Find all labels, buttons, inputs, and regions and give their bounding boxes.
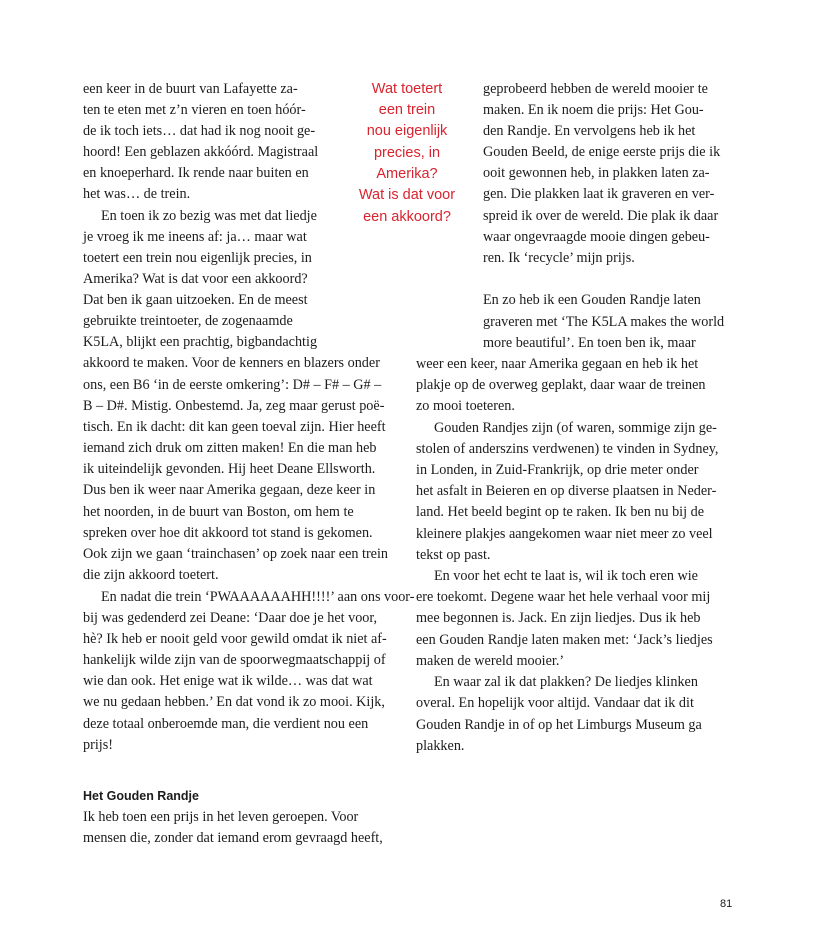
left-line: je vroeg ik me ineens af: ja… maar wat	[83, 229, 307, 245]
right-line: Gouden Beeld, de enige eerste prijs die ik	[483, 144, 721, 160]
left-line: Dus ben ik weer naar Amerika gegaan, deze keer in	[83, 482, 376, 498]
pull-quote-line: Wat is dat voor	[358, 187, 456, 203]
right-line: kleinere plakjes aangekomen waar niet meer zo veel	[416, 526, 713, 542]
left-line: spreken over hoe dit akkoord tot stand is gekomen.	[83, 525, 373, 541]
right-line: plakje op de overweg geplakt, daar waar de treinen	[416, 377, 706, 393]
left-line: hoord! Een geblazen akkóórd. Magistraal	[83, 144, 319, 160]
right-line: tekst op past.	[416, 547, 491, 563]
left-line: het noorden, in de buurt van Boston, om hem te	[83, 504, 354, 520]
section-heading: Het Gouden Randje	[83, 789, 199, 803]
left-line: de ik toch iets… dat had ik nog nooit ge-	[83, 123, 316, 139]
right-line: En zo heb ik een Gouden Randje laten	[483, 292, 701, 308]
pull-quote-line: Wat toetert	[371, 81, 443, 97]
left-line: gebruikte treintoeter, de zogenaamde	[83, 313, 293, 329]
right-line: den Randje. En vervolgens heb ik het	[483, 123, 696, 139]
right-line: stolen of anderszins verdwenen) te vinden in Sydney,	[416, 441, 719, 457]
pull-quote-line: Amerika?	[376, 166, 438, 182]
right-line: ren. Ik ‘recycle’ mijn prijs.	[483, 250, 635, 266]
left-line: iemand zich druk om zitten maken! En die man heb	[83, 440, 377, 456]
left-line: hankelijk wilde zijn van de spoorwegmaatschappij of	[83, 652, 386, 668]
right-line: En waar zal ik dat plakken? De liedjes klinken	[434, 674, 698, 690]
left-line: ik uiteindelijk gevonden. Hij heet Deane Ellsworth.	[83, 461, 376, 477]
right-line: ooit gewonnen heb, in plakken laten za-	[483, 165, 710, 181]
right-line: het asfalt in Beieren en op diverse plaatsen in Neder-	[416, 483, 717, 499]
right-line: graveren met ‘The K5LA makes the world	[483, 314, 725, 330]
right-line: maken de wereld mooier.’	[416, 653, 565, 669]
left-line: tisch. En ik dacht: dit kan geen toeval zijn. Hier heeft	[83, 419, 386, 435]
right-line: plakken.	[416, 738, 465, 754]
pull-quote-line: een trein	[378, 102, 436, 118]
left-line: Ik heb toen een prijs in het leven geroepen. Voor	[83, 809, 359, 825]
left-line: een keer in de buurt van Lafayette za-	[83, 81, 298, 97]
right-line: ere toekomt. Degene waar het hele verhaal voor mij	[416, 589, 711, 605]
left-line: toetert een trein nou eigenlijk precies, in	[83, 250, 312, 266]
left-line: Ook zijn we gaan ‘trainchasen’ op zoek naar een trein	[83, 546, 389, 562]
left-line: mensen die, zonder dat iemand erom gevraagd heeft,	[83, 830, 383, 846]
right-line: in Londen, in Zuid-Frankrijk, op drie meter onder	[416, 462, 699, 478]
right-line: overal. En hopelijk voor altijd. Vandaar dat ik dit	[416, 695, 694, 711]
right-line: weer een keer, naar Amerika gegaan en heb ik het	[416, 356, 699, 372]
left-line: akkoord te maken. Voor de kenners en blazers onder	[83, 355, 380, 371]
pull-quote-line: nou eigenlijk	[366, 123, 448, 139]
left-line: deze totaal onberoemde man, die verdient nou een	[83, 716, 369, 732]
left-line: en knoeperhard. Ik rende naar buiten en	[83, 165, 309, 181]
right-line: more beautiful’. En toen ben ik, maar	[483, 335, 696, 351]
left-line: K5LA, blijkt een prachtig, bigbandachtig	[83, 334, 318, 350]
left-line: ons, een B6 ‘in de eerste omkering’: D# – F# – G# –	[83, 377, 382, 393]
left-line: En toen ik zo bezig was met dat liedje	[101, 208, 317, 224]
right-line: gen. Die plakken laat ik graveren en ver-	[483, 186, 715, 202]
right-line: En voor het echt te laat is, wil ik toch eren wie	[434, 568, 698, 584]
right-line: spreid ik over de wereld. Die plak ik daar	[483, 208, 719, 224]
left-line: ten te eten met z’n vieren en toen hóór-	[83, 102, 306, 118]
pull-quote-line: een akkoord?	[363, 209, 451, 225]
left-line: En nadat die trein ‘PWAAAAAAHH!!!!’ aan ons voor-	[101, 589, 415, 605]
left-line: die zijn akkoord toetert.	[83, 567, 219, 583]
left-line: hè? Ik heb er nooit geld voor gewild omdat ik niet af-	[83, 631, 387, 647]
left-line: Dat ben ik gaan uitzoeken. En de meest	[83, 292, 308, 308]
left-line: prijs!	[83, 737, 113, 753]
right-line: geprobeerd hebben de wereld mooier te	[483, 81, 708, 97]
left-line: B – D#. Mistig. Onbestemd. Ja, zeg maar gerust poë-	[83, 398, 385, 414]
left-line: we nu gedaan hebben.’ En dat vond ik zo mooi. Kijk,	[83, 694, 385, 710]
right-line: een Gouden Randje laten maken met: ‘Jack’s liedjes	[416, 632, 713, 648]
left-line: bij was gedenderd zei Deane: ‘Daar doe je het voor,	[83, 610, 378, 626]
left-line: het was… de trein.	[83, 186, 191, 202]
page-number: 81	[720, 898, 733, 910]
right-line: Gouden Randje in of op het Limburgs Museum ga	[416, 717, 702, 733]
right-line: Gouden Randjes zijn (of waren, sommige zijn ge-	[434, 420, 717, 436]
pull-quote-line: precies, in	[373, 145, 441, 161]
right-line: land. Het beeld begint op te raken. Ik ben nu bij de	[416, 504, 704, 520]
right-line: waar ongevraagde mooie dingen gebeu-	[483, 229, 710, 245]
left-line: wie dan ook. Het enige wat ik wilde… was dat wat	[83, 673, 373, 689]
right-line: mee begonnen is. Jack. En zijn liedjes. Dus ik heb	[416, 610, 701, 626]
right-line: zo mooi toeteren.	[416, 398, 515, 414]
left-line: Amerika? Wat is dat voor een akkoord?	[83, 271, 308, 287]
right-line: maken. En ik noem die prijs: Het Gou-	[483, 102, 704, 118]
